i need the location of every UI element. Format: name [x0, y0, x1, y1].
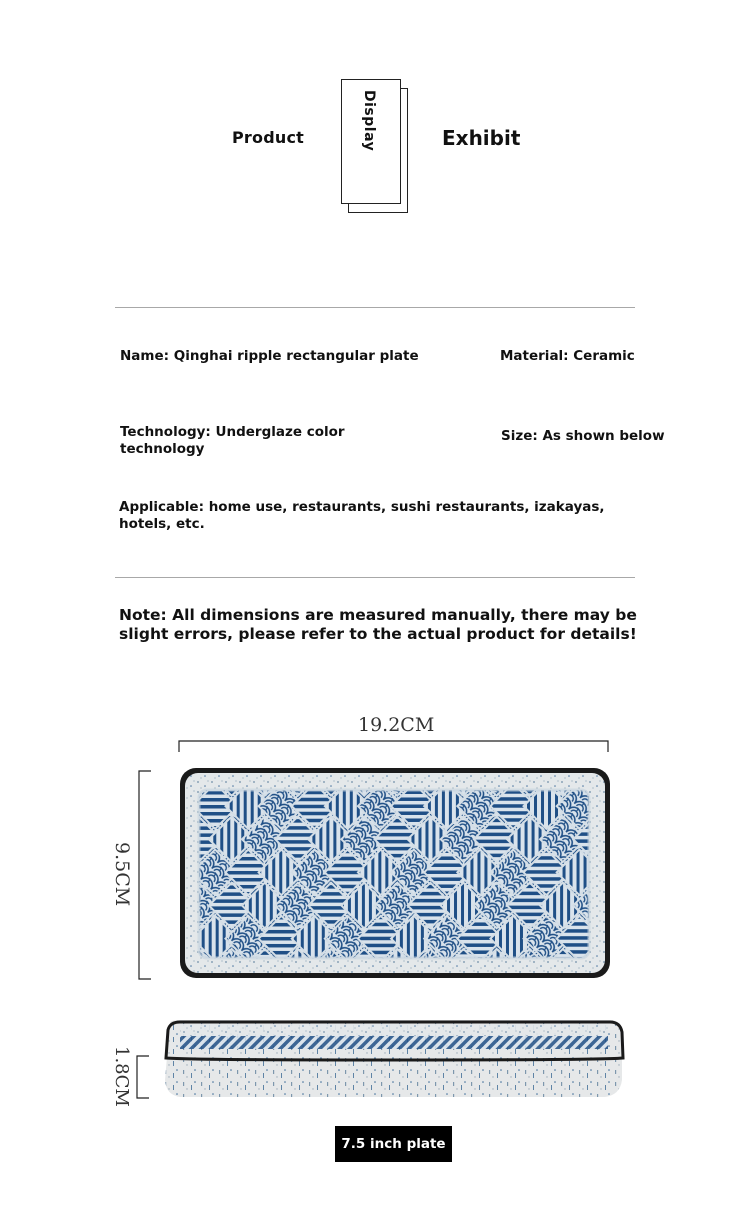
spec-applicable: Applicable: home use, restaurants, sushi restaurants, izakayas, hotels, etc.	[119, 499, 605, 532]
spec-name: Name: Qinghai ripple rectangular plate	[120, 348, 419, 364]
pattern-tile	[639, 883, 685, 929]
pattern-tile	[126, 717, 172, 763]
pattern-tile	[126, 982, 172, 1028]
pattern-tile	[590, 717, 636, 763]
pattern-tile	[391, 717, 437, 763]
pattern-tile	[623, 850, 669, 896]
pattern-tile	[457, 717, 503, 763]
pattern-tile	[192, 717, 238, 763]
dimension-height-label: 9.5CM	[111, 842, 133, 907]
pattern-tile	[292, 717, 338, 763]
pattern-tile	[623, 783, 669, 829]
measurement-note: Note: All dimensions are measured manually, there may be slight errors, please refer to the actual product for details!	[119, 606, 637, 643]
spec-technology: Technology: Underglaze color technology	[120, 424, 345, 457]
product-label: 7.5 inch plate	[335, 1126, 452, 1162]
pattern-tile	[606, 949, 652, 995]
header-word-exhibit: Exhibit	[442, 126, 521, 150]
pattern-tile	[623, 916, 669, 962]
pattern-tile	[623, 982, 669, 1028]
pattern-tile	[225, 717, 271, 763]
dimension-height-bracket	[139, 771, 151, 979]
pattern-tile	[623, 717, 669, 763]
pattern-tile	[126, 783, 172, 829]
pattern-tile	[639, 1015, 685, 1061]
pattern-tile	[159, 717, 205, 763]
spec-material: Material: Ceramic	[500, 348, 635, 364]
header-word-product: Product	[232, 128, 304, 147]
spec-size: Size: As shown below	[501, 428, 665, 444]
pattern-tile	[110, 750, 156, 796]
pattern-tile	[557, 717, 603, 763]
pattern-tile	[490, 717, 536, 763]
header-word-display: Display	[361, 90, 377, 152]
pattern-tile	[606, 883, 652, 929]
pattern-tile	[639, 949, 685, 995]
pattern-tile	[259, 717, 305, 763]
pattern-tile	[606, 750, 652, 796]
pattern-tile	[325, 717, 371, 763]
pattern-tile	[126, 850, 172, 896]
dimension-depth-bracket	[137, 1056, 149, 1098]
dimension-width-bracket	[179, 741, 608, 752]
pattern-tile	[606, 816, 652, 862]
pattern-tile	[126, 916, 172, 962]
dimension-width-label: 19.2CM	[358, 714, 435, 736]
pattern-tile	[524, 717, 570, 763]
pattern-tile	[424, 717, 470, 763]
plate-side-pattern	[180, 1036, 608, 1049]
pattern-tile	[358, 717, 404, 763]
dimension-depth-label: 1.8CM	[111, 1046, 132, 1107]
pattern-tile	[639, 816, 685, 862]
